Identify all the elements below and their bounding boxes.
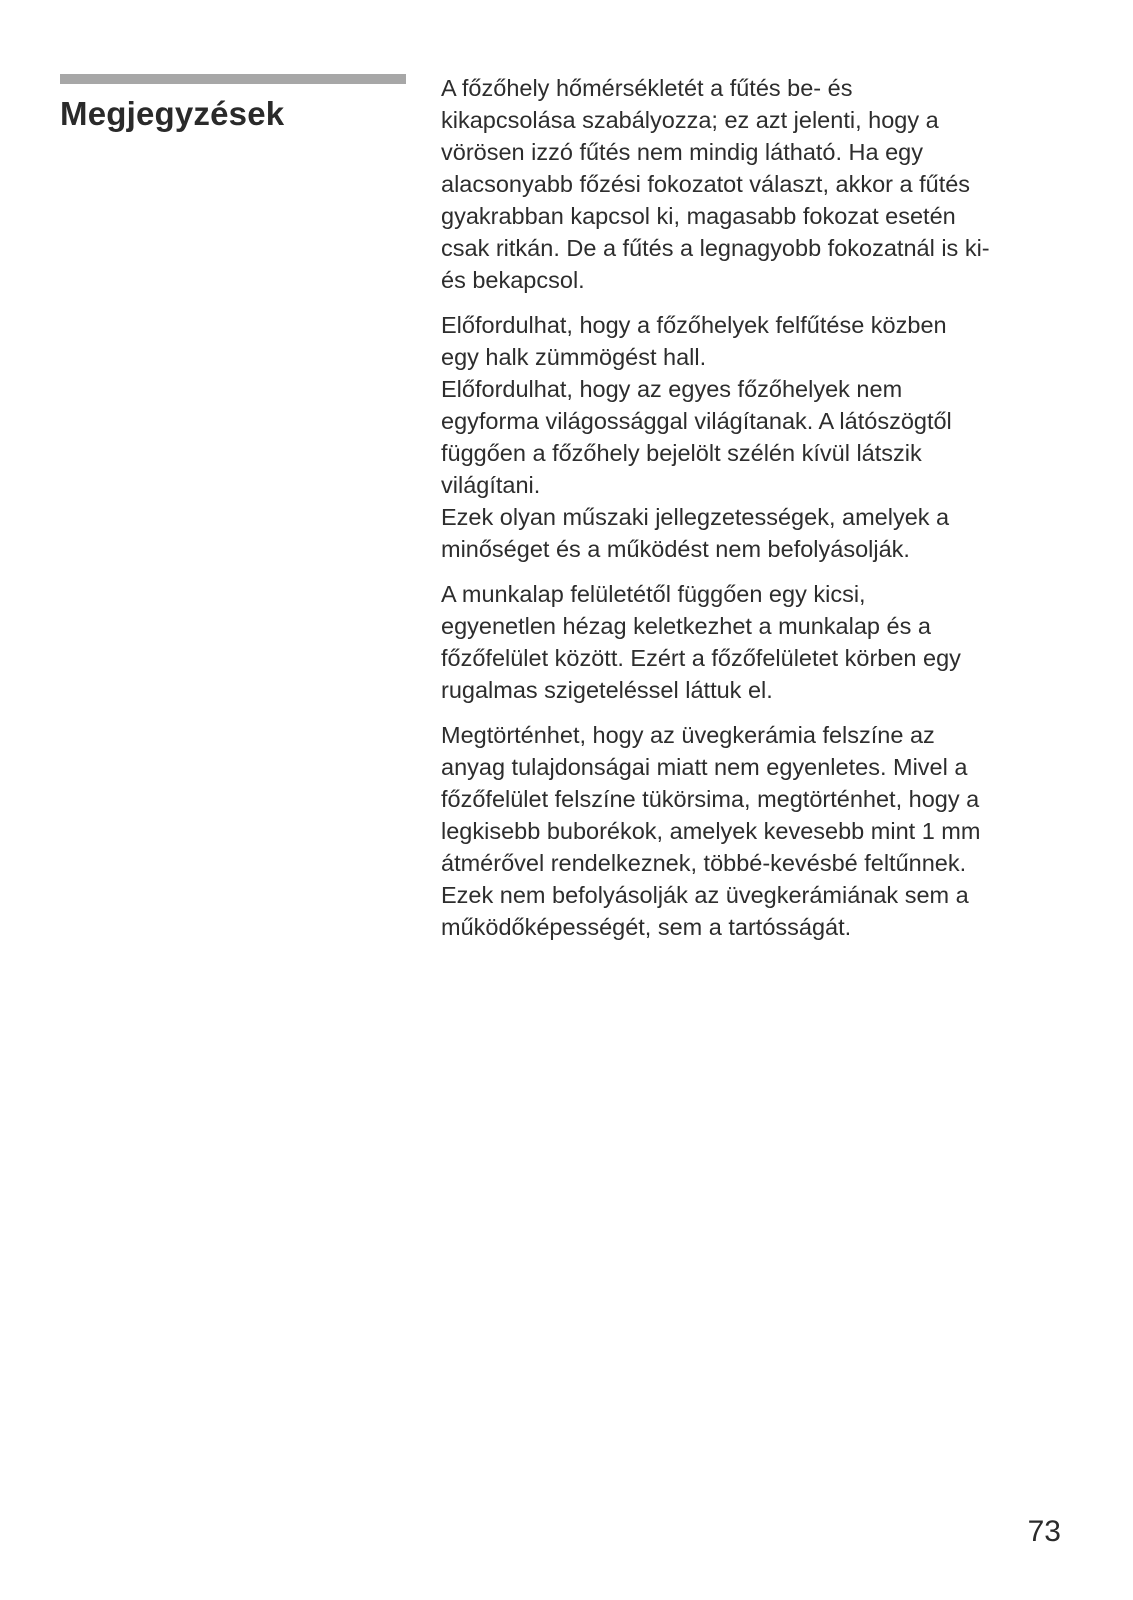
paragraph-4 [441, 719, 1091, 943]
section-heading: Megjegyzések [60, 95, 285, 132]
paragraph-1 [441, 72, 1091, 296]
text-line: Ezek olyan műszaki jellegzetességek, amelyek a [441, 504, 950, 530]
text-line: Megtörténhet, hogy az üvegkerámia felszíne az [441, 722, 935, 748]
text-line: főzőfelület között. Ezért a főzőfelületet körben egy [441, 645, 961, 671]
paragraph-3 [441, 578, 1091, 706]
text-line: működőképességét, sem a tartósságát. [441, 914, 852, 940]
heading-rule [60, 74, 406, 84]
text-line: rugalmas szigeteléssel láttuk el. [441, 677, 773, 703]
text-line: egyforma világossággal világítanak. A látószögtől [441, 408, 952, 434]
text-line: csak ritkán. De a fűtés a legnagyobb fokozatnál is ki- [441, 235, 990, 261]
text-line: átmérővel rendelkeznek, többé-kevésbé feltűnnek. [441, 850, 967, 876]
section-header [60, 74, 406, 134]
text-line: A munkalap felületétől függően egy kicsi, [441, 581, 866, 607]
text-line: minőséget és a működést nem befolyásolják. [441, 536, 910, 562]
page-number: 73 [1027, 1515, 1061, 1548]
text-line: vörösen izzó fűtés nem mindig látható. Ha egy [441, 139, 924, 165]
text-line: és bekapcsol. [441, 267, 585, 293]
text-line: egy halk zümmögést hall. [441, 344, 707, 370]
text-line: egyenetlen hézag keletkezhet a munkalap és a [441, 613, 931, 639]
text-line: világítani. [441, 472, 541, 498]
body-text [441, 72, 1091, 956]
text-line: Ezek nem befolyásolják az üvegkerámiának sem a [441, 882, 969, 908]
text-line: főzőfelület felszíne tükörsima, megtörténhet, hogy a [441, 786, 980, 812]
text-line: Előfordulhat, hogy az egyes főzőhelyek nem [441, 376, 903, 402]
text-line: alacsonyabb főzési fokozatot választ, akkor a fűtés [441, 171, 971, 197]
text-line: függően a főzőhely bejelölt szélén kívül látszik [441, 440, 922, 466]
text-line: A főzőhely hőmérsékletét a fűtés be- és [441, 75, 853, 101]
text-line: legkisebb buborékok, amelyek kevesebb mint 1 mm [441, 818, 981, 844]
text-line: anyag tulajdonságai miatt nem egyenletes. Mivel a [441, 754, 968, 780]
paragraph-2 [441, 309, 1091, 565]
text-line: gyakrabban kapcsol ki, magasabb fokozat esetén [441, 203, 956, 229]
text-line: kikapcsolása szabályozza; ez azt jelenti, hogy a [441, 107, 939, 133]
text-line: Előfordulhat, hogy a főzőhelyek felfűtése közben [441, 312, 947, 338]
